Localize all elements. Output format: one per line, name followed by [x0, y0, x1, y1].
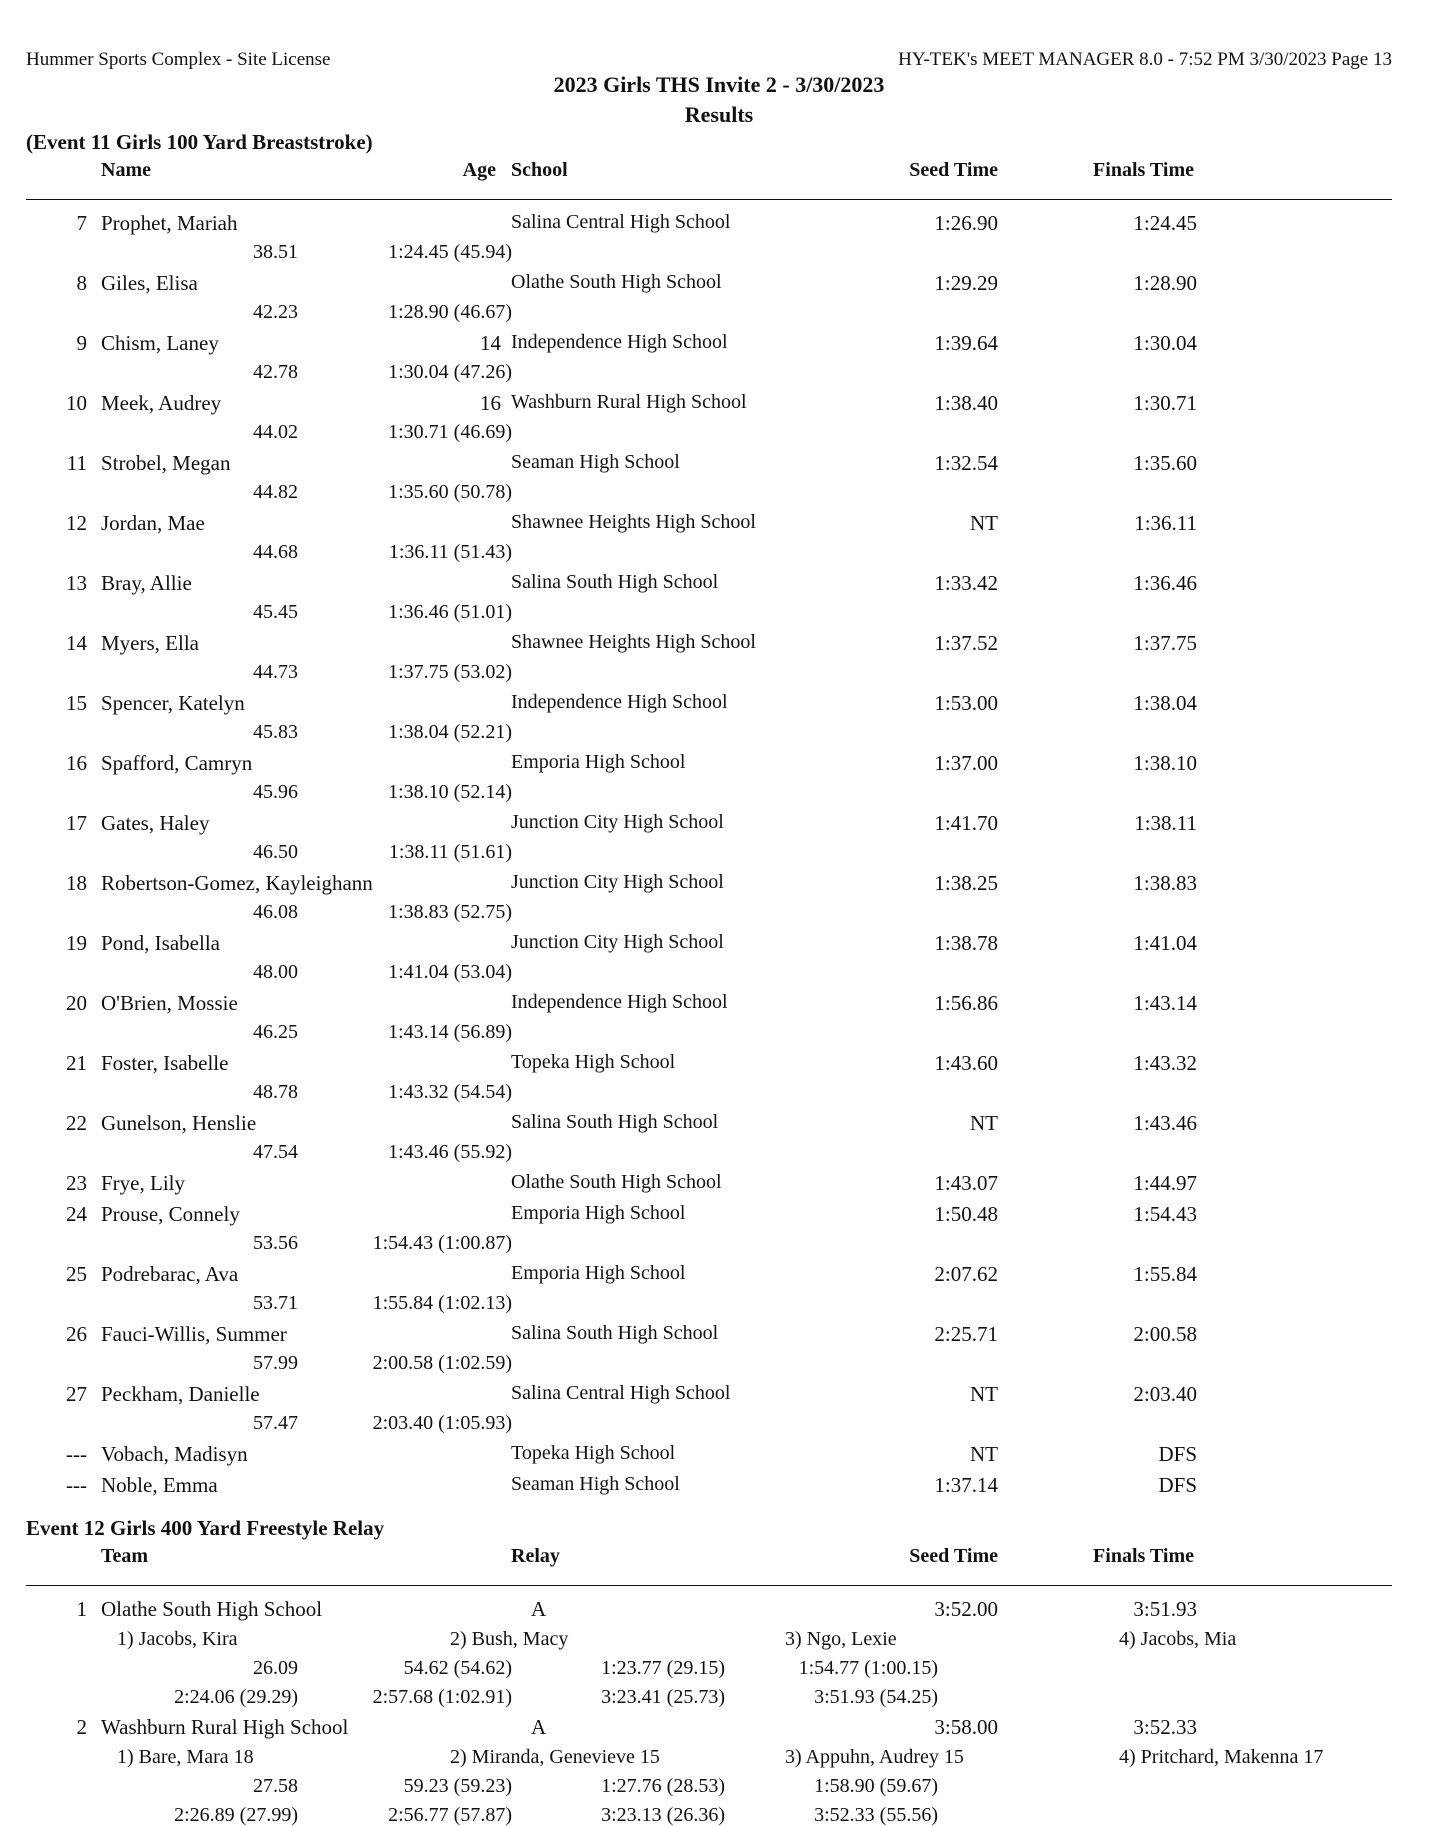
split-50: 47.54: [253, 1141, 298, 1163]
finals-time: 1:38.04: [1133, 691, 1197, 715]
split-50: 42.78: [253, 361, 298, 383]
finals-time: 1:37.75: [1133, 631, 1197, 655]
split-50: 44.68: [253, 541, 298, 563]
school-name: Washburn Rural High School: [511, 391, 747, 413]
split-50: 53.56: [253, 1232, 298, 1254]
place: 1: [76, 1597, 87, 1621]
place: 10: [66, 391, 87, 415]
seed-time: 1:39.64: [934, 331, 998, 355]
split-100: 1:38.11 (51.61): [388, 841, 512, 863]
relay-swimmer: 4) Jacobs, Mia: [1119, 1628, 1237, 1650]
swimmer-name: Peckham, Danielle: [101, 1382, 260, 1406]
swimmer-name: Pond, Isabella: [101, 931, 220, 955]
meet-title: 2023 Girls THS Invite 2 - 3/30/2023: [553, 72, 885, 97]
seed-time: NT: [970, 1442, 998, 1466]
swimmer-age: 14: [480, 331, 501, 355]
seed-time: 1:37.52: [934, 631, 998, 655]
split-50: 44.73: [253, 661, 298, 683]
school-name: Independence High School: [511, 991, 728, 1013]
relay-swimmer: 3) Appuhn, Audrey 15: [785, 1746, 964, 1768]
split-100: 1:36.11 (51.43): [388, 541, 512, 563]
results-subtitle: Results: [684, 102, 754, 127]
relay-split: 3:23.41 (25.73): [601, 1686, 725, 1708]
split-100: 1:38.04 (52.21): [388, 721, 512, 743]
split-100: 1:38.83 (52.75): [388, 901, 512, 923]
column-team: Team: [101, 1545, 149, 1567]
split-50: 45.45: [253, 601, 298, 623]
swimmer-name: Vobach, Madisyn: [101, 1442, 248, 1466]
split-50: 45.83: [253, 721, 298, 743]
split-100: 1:43.32 (54.54): [388, 1081, 512, 1103]
swimmer-name: Foster, Isabelle: [101, 1051, 229, 1075]
finals-time: 1:41.04: [1133, 931, 1197, 955]
seed-time: 1:50.48: [934, 1202, 998, 1226]
school-name: Shawnee Heights High School: [511, 511, 756, 533]
split-50: 53.71: [253, 1292, 298, 1314]
relay-split: 3:52.33 (55.56): [814, 1804, 938, 1826]
seed-time: 1:43.07: [934, 1171, 998, 1195]
seed-time: 2:07.62: [934, 1262, 998, 1286]
swimmer-name: Gates, Haley: [101, 811, 210, 835]
place: 14: [66, 631, 87, 655]
school-name: Shawnee Heights High School: [511, 631, 756, 653]
split-100: 1:38.10 (52.14): [388, 781, 512, 803]
finals-time: 1:30.04: [1133, 331, 1197, 355]
swimmer-name: Fauci-Willis, Summer: [101, 1322, 287, 1346]
school-name: Salina Central High School: [511, 1382, 731, 1404]
place: 13: [66, 571, 87, 595]
place: 2: [76, 1715, 87, 1739]
swimmer-name: Bray, Allie: [101, 571, 192, 595]
swimmer-age: 16: [480, 391, 501, 415]
split-50: 57.99: [253, 1352, 298, 1374]
split-100: 2:00.58 (1:02.59): [372, 1352, 512, 1374]
finals-time: DFS: [1158, 1442, 1197, 1466]
swimmer-name: Chism, Laney: [101, 331, 219, 355]
relay-swimmer: 2) Bush, Macy: [450, 1628, 569, 1650]
split-50: 48.78: [253, 1081, 298, 1103]
place: 27: [66, 1382, 87, 1406]
finals-time: 2:00.58: [1133, 1322, 1197, 1346]
place: 16: [66, 751, 87, 775]
column-seed-time: Seed Time: [909, 1545, 998, 1567]
relay-split: 26.09: [253, 1657, 298, 1679]
place: 11: [66, 451, 87, 475]
finals-time: 1:36.11: [1134, 511, 1197, 535]
relay-split: 2:24.06 (29.29): [174, 1686, 298, 1708]
finals-time: 1:28.90: [1133, 271, 1197, 295]
relay-split: 1:58.90 (59.67): [814, 1775, 938, 1797]
finals-time: DFS: [1158, 1473, 1197, 1497]
finals-time: 1:55.84: [1133, 1262, 1197, 1286]
place: 8: [76, 271, 87, 295]
seed-time: 1:32.54: [934, 451, 998, 475]
relay-letter: A: [531, 1715, 547, 1739]
relay-split: 54.62 (54.62): [403, 1657, 512, 1679]
split-100: 1:43.14 (56.89): [388, 1021, 512, 1043]
seed-time: 2:25.71: [934, 1322, 998, 1346]
finals-time: 1:38.10: [1133, 751, 1197, 775]
relay-swimmer: 1) Bare, Mara 18: [117, 1746, 254, 1768]
swimmer-name: Myers, Ella: [101, 631, 199, 655]
school-name: Emporia High School: [511, 1262, 686, 1284]
school-name: Topeka High School: [511, 1442, 676, 1464]
event-11-title: (Event 11 Girls 100 Yard Breaststroke): [26, 130, 373, 154]
place: ---: [66, 1442, 87, 1466]
seed-time: NT: [970, 1111, 998, 1135]
split-100: 1:43.46 (55.92): [388, 1141, 512, 1163]
split-50: 57.47: [253, 1412, 298, 1434]
seed-time: 1:53.00: [934, 691, 998, 715]
school-name: Salina South High School: [511, 1111, 719, 1133]
column-age: Age: [462, 159, 496, 181]
seed-time: NT: [970, 511, 998, 535]
seed-time: 3:52.00: [934, 1597, 998, 1621]
swimmer-name: Robertson-Gomez, Kayleighann: [101, 871, 373, 895]
swimmer-name: Strobel, Megan: [101, 451, 231, 475]
place: 24: [66, 1202, 87, 1226]
relay-split: 2:26.89 (27.99): [174, 1804, 298, 1826]
relay-swimmer: 1) Jacobs, Kira: [117, 1628, 238, 1650]
place: 12: [66, 511, 87, 535]
seed-time: 1:56.86: [934, 991, 998, 1015]
seed-time: 1:41.70: [934, 811, 998, 835]
site-license-label: Hummer Sports Complex - Site License: [26, 49, 331, 70]
swimmer-name: Jordan, Mae: [101, 511, 205, 535]
place: 19: [66, 931, 87, 955]
event-11-header-rule: [26, 199, 1392, 200]
school-name: Independence High School: [511, 691, 728, 713]
swimmer-name: Giles, Elisa: [101, 271, 198, 295]
school-name: Olathe South High School: [511, 1171, 722, 1193]
finals-time: 1:43.14: [1133, 991, 1197, 1015]
software-info-label: HY-TEK's MEET MANAGER 8.0 - 7:52 PM 3/30/2023 Page 13: [898, 49, 1392, 70]
split-100: 1:30.04 (47.26): [388, 361, 512, 383]
swimmer-name: Noble, Emma: [101, 1473, 218, 1497]
finals-time: 1:54.43: [1133, 1202, 1197, 1226]
relay-split: 3:51.93 (54.25): [814, 1686, 938, 1708]
finals-time: 1:44.97: [1133, 1171, 1197, 1195]
swimmer-name: Podrebarac, Ava: [101, 1262, 239, 1286]
seed-time: 1:38.25: [934, 871, 998, 895]
finals-time: 1:35.60: [1133, 451, 1197, 475]
event-12-header-rule: [26, 1585, 1392, 1586]
relay-swimmer: 2) Miranda, Genevieve 15: [450, 1746, 660, 1768]
finals-time: 1:30.71: [1133, 391, 1197, 415]
school-name: Junction City High School: [511, 931, 724, 953]
seed-time: NT: [970, 1382, 998, 1406]
finals-time: 1:36.46: [1133, 571, 1197, 595]
place: ---: [66, 1473, 87, 1497]
finals-time: 1:43.46: [1133, 1111, 1197, 1135]
split-100: 1:36.46 (51.01): [388, 601, 512, 623]
swimmer-name: O'Brien, Mossie: [101, 991, 238, 1015]
split-50: 44.02: [253, 421, 298, 443]
relay-swimmer: 4) Pritchard, Makenna 17: [1119, 1746, 1324, 1768]
column-relay: Relay: [511, 1545, 560, 1567]
column-seed-time: Seed Time: [909, 159, 998, 181]
split-100: 1:54.43 (1:00.87): [372, 1232, 512, 1254]
school-name: Junction City High School: [511, 871, 724, 893]
split-100: 1:35.60 (50.78): [388, 481, 512, 503]
seed-time: 1:43.60: [934, 1051, 998, 1075]
seed-time: 1:29.29: [934, 271, 998, 295]
seed-time: 1:33.42: [934, 571, 998, 595]
place: 22: [66, 1111, 87, 1135]
seed-time: 1:37.14: [934, 1473, 998, 1497]
relay-split: 1:54.77 (1:00.15): [798, 1657, 938, 1679]
finals-time: 2:03.40: [1133, 1382, 1197, 1406]
finals-time: 1:43.32: [1133, 1051, 1197, 1075]
school-name: Salina South High School: [511, 571, 719, 593]
school-name: Salina South High School: [511, 1322, 719, 1344]
relay-split: 1:27.76 (28.53): [601, 1775, 725, 1797]
swimmer-name: Prouse, Connely: [101, 1202, 240, 1226]
school-name: Junction City High School: [511, 811, 724, 833]
column-finals-time: Finals Time: [1093, 1545, 1194, 1567]
place: 26: [66, 1322, 87, 1346]
place: 18: [66, 871, 87, 895]
finals-time: 1:38.11: [1134, 811, 1197, 835]
place: 25: [66, 1262, 87, 1286]
relay-split: 59.23 (59.23): [403, 1775, 512, 1797]
column-school: School: [511, 159, 568, 181]
team-name: Olathe South High School: [101, 1597, 323, 1621]
school-name: Topeka High School: [511, 1051, 676, 1073]
school-name: Salina Central High School: [511, 211, 731, 233]
place: 21: [66, 1051, 87, 1075]
place: 17: [66, 811, 87, 835]
split-100: 1:30.71 (46.69): [388, 421, 512, 443]
seed-time: 1:38.40: [934, 391, 998, 415]
finals-time: 1:24.45: [1133, 211, 1197, 235]
place: 23: [66, 1171, 87, 1195]
school-name: Emporia High School: [511, 1202, 686, 1224]
relay-swimmer: 3) Ngo, Lexie: [785, 1628, 897, 1650]
event-12-title: Event 12 Girls 400 Yard Freestyle Relay: [26, 1516, 385, 1540]
split-50: 45.96: [253, 781, 298, 803]
seed-time: 1:37.00: [934, 751, 998, 775]
relay-split: 3:23.13 (26.36): [601, 1804, 725, 1826]
place: 7: [76, 211, 87, 235]
swimmer-name: Gunelson, Henslie: [101, 1111, 257, 1135]
split-50: 46.50: [253, 841, 298, 863]
split-50: 48.00: [253, 961, 298, 983]
school-name: Olathe South High School: [511, 271, 722, 293]
column-finals-time: Finals Time: [1093, 159, 1194, 181]
relay-split: 2:56.77 (57.87): [388, 1804, 512, 1826]
place: 20: [66, 991, 87, 1015]
finals-time: 3:51.93: [1133, 1597, 1197, 1621]
seed-time: 1:38.78: [934, 931, 998, 955]
swimmer-name: Spafford, Camryn: [101, 751, 253, 775]
school-name: Emporia High School: [511, 751, 686, 773]
swimmer-name: Prophet, Mariah: [101, 211, 238, 235]
finals-time: 3:52.33: [1133, 1715, 1197, 1739]
split-50: 46.08: [253, 901, 298, 923]
split-100: 1:41.04 (53.04): [388, 961, 512, 983]
place: 15: [66, 691, 87, 715]
relay-split: 27.58: [253, 1775, 298, 1797]
team-name: Washburn Rural High School: [101, 1715, 349, 1739]
swimmer-name: Meek, Audrey: [101, 391, 222, 415]
finals-time: 1:38.83: [1133, 871, 1197, 895]
relay-split: 2:57.68 (1:02.91): [372, 1686, 512, 1708]
split-100: 1:24.45 (45.94): [388, 241, 512, 263]
place: 9: [76, 331, 87, 355]
relay-letter: A: [531, 1597, 547, 1621]
split-50: 44.82: [253, 481, 298, 503]
split-50: 42.23: [253, 301, 298, 323]
swimmer-name: Spencer, Katelyn: [101, 691, 245, 715]
split-100: 1:55.84 (1:02.13): [372, 1292, 512, 1314]
split-100: 1:37.75 (53.02): [388, 661, 512, 683]
split-100: 2:03.40 (1:05.93): [372, 1412, 512, 1434]
school-name: Seaman High School: [511, 1473, 680, 1495]
split-50: 46.25: [253, 1021, 298, 1043]
split-100: 1:28.90 (46.67): [388, 301, 512, 323]
swimmer-name: Frye, Lily: [101, 1171, 185, 1195]
seed-time: 3:58.00: [934, 1715, 998, 1739]
column-name: Name: [101, 159, 151, 181]
school-name: Independence High School: [511, 331, 728, 353]
school-name: Seaman High School: [511, 451, 680, 473]
relay-split: 1:23.77 (29.15): [601, 1657, 725, 1679]
seed-time: 1:26.90: [934, 211, 998, 235]
split-50: 38.51: [253, 241, 298, 263]
